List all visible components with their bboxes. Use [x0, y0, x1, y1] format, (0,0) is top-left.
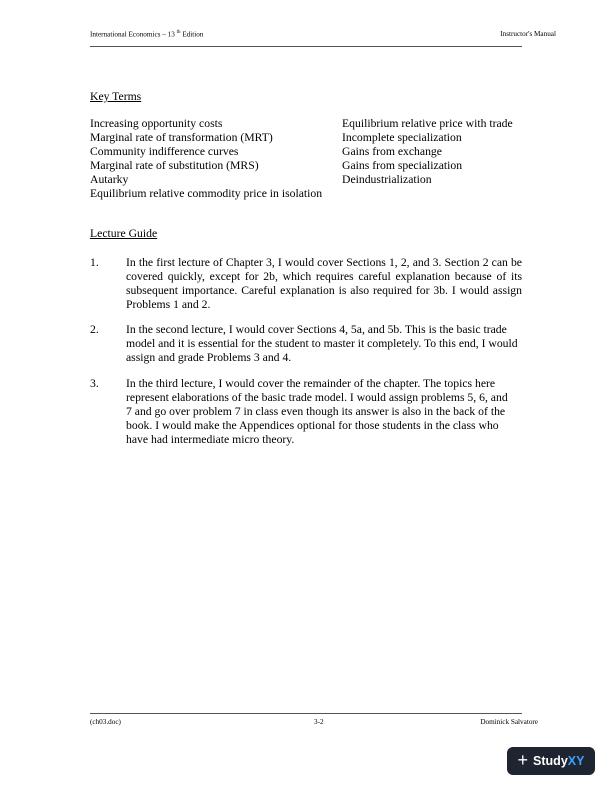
key-term: Incomplete specialization	[342, 131, 462, 144]
header-book-title: International Economics – 13 $^{th}$ Edition	[90, 30, 204, 39]
key-terms-right-column	[342, 117, 513, 187]
plus-icon: +	[517, 750, 529, 770]
item-number: 2.	[90, 323, 99, 336]
key-term: Marginal rate of transformation (MRT)	[90, 131, 273, 144]
footer-divider	[90, 713, 522, 714]
key-term: Gains from specialization	[342, 159, 463, 172]
item-number: 3.	[90, 377, 99, 390]
lecture-guide-item-1	[90, 256, 522, 312]
footer-author: Dominick Salvatore	[480, 718, 538, 726]
key-term: Gains from exchange	[342, 145, 442, 158]
key-term: Deindustrialization	[342, 173, 432, 186]
header-manual-label: Instructor's Manual	[500, 30, 556, 38]
header-divider	[90, 46, 522, 47]
lecture-guide-item-3	[90, 377, 522, 447]
item-text: In the third lecture, I would cover the remainder of the chapter. The topics here represent elaborations of the basic trade model. I would assign problems 5, 6, and 7 and go over problem 7 in class even though its answer is also in the back of the book. I would make the Appendices optional for those students in the class who have had intermediate micro theory.	[126, 377, 508, 446]
badge-brand: StudyXY	[533, 754, 585, 768]
key-term: Equilibrium relative price with trade	[342, 117, 513, 130]
lecture-guide-heading: Lecture Guide	[90, 227, 158, 240]
footer-filename: (ch03.doc)	[90, 718, 121, 726]
item-text: In the second lecture, I would cover Sections 4, 5a, and 5b. This is the basic trade model and it is essential for the student to master it completely. To this end, I would assign and grade Problems 3 and 4.	[126, 323, 518, 364]
lecture-guide-item-2	[90, 323, 522, 365]
key-terms-heading: Key Terms	[90, 90, 142, 103]
key-term: Marginal rate of substitution (MRS)	[90, 159, 259, 172]
key-term: Community indifference curves	[90, 145, 239, 158]
studyxy-badge[interactable]	[507, 747, 595, 775]
key-term: Equilibrium relative commodity price in isolation	[90, 187, 323, 200]
header-edition-superscript: th	[176, 30, 181, 35]
item-text: In the first lecture of Chapter 3, I would cover Sections 1, 2, and 3. Section 2 can be covered quickly, except for 2b, which requires careful explanation because of its subsequent importance. Careful explanation is also required for 3b. I would assign Problems 1 and 2.	[126, 256, 522, 311]
key-term: Increasing opportunity costs	[90, 117, 223, 130]
item-number: 1.	[90, 256, 99, 269]
key-terms-left-column	[90, 117, 322, 201]
key-term: Autarky	[90, 173, 129, 186]
footer-page-number: 3-2	[314, 718, 324, 726]
